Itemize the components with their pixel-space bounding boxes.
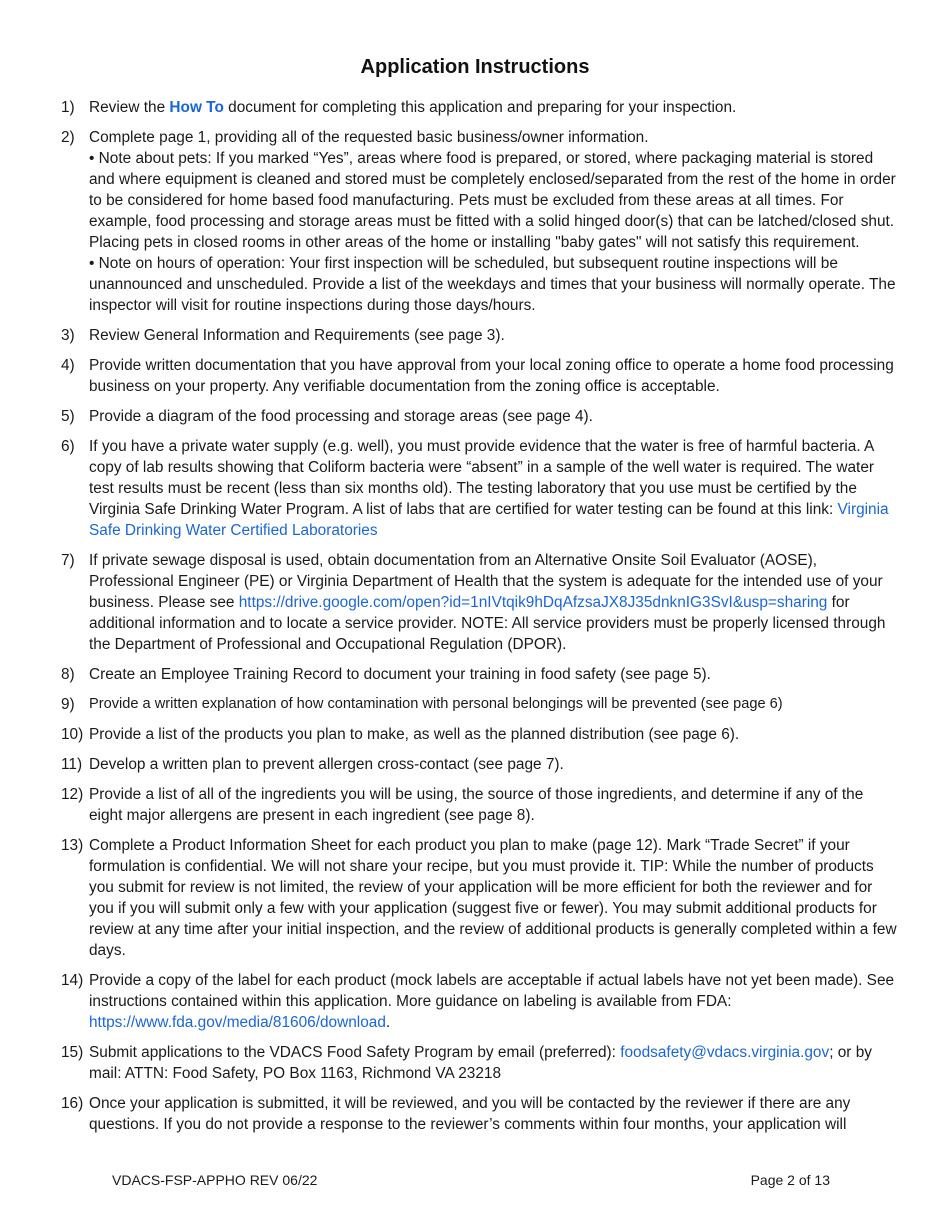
item-text: Develop a written plan to prevent allergen cross-contact (see page 7).: [89, 756, 564, 773]
item-text: Complete page 1, providing all of the requested basic business/owner information. • Note about pets: If you marked “Yes”, areas where food is prepared, or stored, where packaging material is stored and where equipment is cleaned and stored must be completely enclosed/separated from the rest of the home in order to be considered for home based food manufacturing. Pets must be excluded from these areas at all times. For example, food processing and storage areas must be fitted with a solid hinged door(s) that can be latched/closed shut. Placing pets in closed rooms in other areas of the home or installing "baby gates" will not satisfy this requirement. • Note on hours of operation: Your first inspection will be scheduled, but subsequent routine inspections will be unannounced and unscheduled. Provide a list of the weekdays and times that your business will normally operate. The inspector will visit for routine inspections during those days/hours.: [89, 129, 896, 314]
list-item: [61, 406, 897, 427]
item-text: Review the How To document for completing this application and preparing for your inspection.: [89, 99, 737, 116]
item-number: 8): [61, 666, 75, 683]
item-number: 15): [61, 1044, 84, 1061]
item-text: Create an Employee Training Record to document your training in food safety (see page 5).: [89, 666, 711, 683]
page-title: Application Instructions: [360, 56, 590, 78]
sewage-provider-link[interactable]: https://drive.google.com/open?id=1nIVtqik9hDqAfzsaJX8J35dnknIG3SvI&usp=sharing: [238, 594, 828, 611]
list-item: [61, 664, 897, 685]
instructions-list: [61, 97, 897, 1144]
item-number: 7): [61, 552, 75, 569]
list-item: [61, 325, 897, 346]
fda-labeling-link[interactable]: https://www.fda.gov/media/81606/download: [89, 1014, 386, 1031]
list-item: [61, 694, 897, 715]
item-text: Submit applications to the VDACS Food Safety Program by email (preferred): foodsafety@vdacs.virginia.gov; or by mail: ATTN: Food Safety, PO Box 1163, Richmond VA 23218: [89, 1044, 872, 1082]
item-text: If private sewage disposal is used, obtain documentation from an Alternative Onsite Soil Evaluator (AOSE), Professional Engineer (PE) or Virginia Department of Health that the system is adequate for the intended use of your business. Please see https://drive.google.com/open?id=1nIVtqik9hDqAfzsaJX8J35dnknIG3SvI&usp=sharing for additional information and to locate a service provider. NOTE: All service providers must be properly licensed through the Department of Professional and Occupational Regulation (DPOR).: [89, 552, 886, 653]
email-link[interactable]: foodsafety@vdacs.virginia.gov: [620, 1044, 830, 1061]
item-number: 3): [61, 327, 75, 344]
item-number: 9): [61, 696, 75, 713]
item-number: 6): [61, 438, 75, 455]
item-text: Provide written documentation that you have approval from your local zoning office to operate a home food processing business on your property. Any verifiable documentation from the zoning office is acceptable.: [89, 357, 894, 395]
item-text: Provide a list of the products you plan to make, as well as the planned distribution (see page 6).: [89, 726, 740, 743]
item-number: 5): [61, 408, 75, 425]
list-item: [61, 550, 897, 655]
page-number: Page 2 of 13: [750, 1172, 830, 1188]
item-text: Provide a diagram of the food processing and storage areas (see page 4).: [89, 408, 593, 425]
item-text: Once your application is submitted, it will be reviewed, and you will be contacted by the reviewer if there are any questions. If you do not provide a response to the reviewer’s comments within four months, your application will: [89, 1095, 851, 1133]
item-number: 12): [61, 786, 84, 803]
item-text: Review General Information and Requirements (see page 3).: [89, 327, 505, 344]
list-item: [61, 436, 897, 541]
item-number: 2): [61, 129, 75, 146]
item-number: 10): [61, 726, 84, 743]
pets-note: • Note about pets: If you marked “Yes”, areas where food is prepared, or stored, where packaging material is stored and where equipment is cleaned and stored must be completely enclosed/separated from the rest of the home in order to be considered for home based food manufacturing. Pets must be excluded from these areas at all times. For example, food processing and storage areas must be fitted with a solid hinged door(s) that can be latched/closed shut. Placing pets in closed rooms in other areas of the home or installing "baby gates" will not satisfy this requirement.: [89, 150, 896, 251]
item-text: Provide a written explanation of how contamination with personal belongings will be prevented (see page 6): [89, 696, 783, 712]
list-item: [61, 1093, 897, 1135]
how-to-link[interactable]: How To: [169, 99, 224, 116]
item-text: Provide a copy of the label for each product (mock labels are acceptable if actual labels have not yet been made). See instructions contained within this application. More guidance on labeling is available from FDA: https://www.fda.gov/media/81606/download.: [89, 972, 895, 1031]
item-number: 14): [61, 972, 84, 989]
list-item: [61, 97, 897, 118]
item-number: 13): [61, 837, 84, 854]
item-number: 1): [61, 99, 75, 116]
certified-labs-link[interactable]: Virginia Safe Drinking Water Certified Laboratories: [89, 501, 889, 539]
item-text: Complete a Product Information Sheet for each product you plan to make (page 12). Mark “Trade Secret” if your formulation is confidential. We will not share your recipe, but you must provide it. TIP: While the number of products you submit for review is not limited, the review of your application will be more efficient for both the reviewer and for you if you will submit only a few with your application (suggest five or fewer). You may submit additional products for review at any time after your initial inspection, and the review of additional products is generally completed within a few days.: [89, 837, 897, 959]
list-item: [61, 835, 897, 961]
list-item: [61, 1042, 897, 1084]
list-item: [61, 724, 897, 745]
hours-note: • Note on hours of operation: Your first inspection will be scheduled, but subsequent routine inspections will be unannounced and unscheduled. Provide a list of the weekdays and times that your business will normally operate. The inspector will visit for routine inspections during those days/hours.: [89, 255, 896, 314]
list-item: [61, 784, 897, 826]
item-number: 4): [61, 357, 75, 374]
form-revision: VDACS-FSP-APPHO REV 06/22: [112, 1172, 318, 1188]
item-number: 16): [61, 1095, 84, 1112]
list-item: [61, 970, 897, 1033]
list-item: [61, 355, 897, 397]
list-item: [61, 754, 897, 775]
item-text: Provide a list of all of the ingredients you will be using, the source of those ingredients, and determine if any of the eight major allergens are present in each ingredient (see page 8).: [89, 786, 864, 824]
item-text: If you have a private water supply (e.g. well), you must provide evidence that the water is free of harmful bacteria. A copy of lab results showing that Coliform bacteria were “absent” in a sample of the well water is required. The water test results must be recent (less than six months old). The testing laboratory that you use must be certified by the Virginia Safe Drinking Water Program. A list of labs that are certified for water testing can be found at this link: Virginia Safe Drinking Water Certified Laboratories: [89, 438, 889, 539]
item-number: 11): [61, 756, 83, 773]
list-item: [61, 127, 897, 316]
